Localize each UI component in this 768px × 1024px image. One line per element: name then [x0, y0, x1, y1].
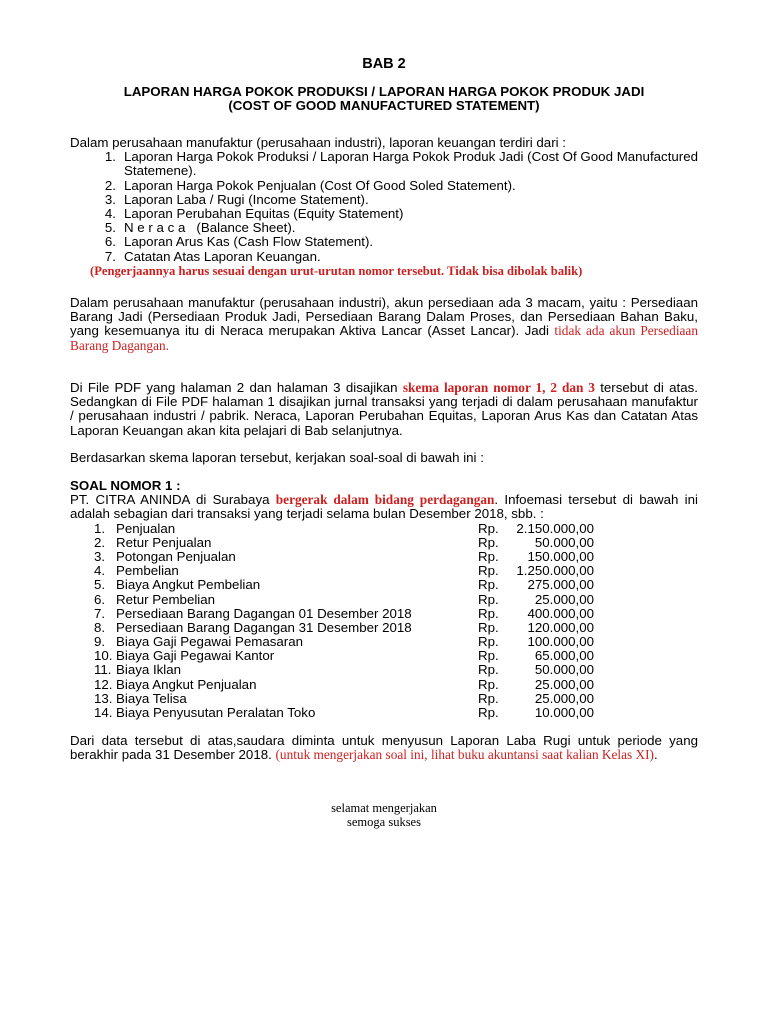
row-label: Persediaan Barang Dagangan 01 Desember 2018 — [116, 605, 412, 621]
row-number: 5. — [94, 577, 106, 593]
row-label: Biaya Gaji Pegawai Kantor — [116, 648, 275, 664]
report-list-item — [70, 235, 698, 249]
list-text: Laporan Harga Pokok Penjualan (Cost Of Good Soled Statement). — [124, 177, 516, 193]
order-note: (Pengerjaannya harus sesuai dengan urut-urutan nomor tersebut. Tidak bisa dibolak balik) — [90, 263, 583, 278]
soal-closing-text: Dari data tersebut di atas,saudara diminta untuk menyusun Laporan Laba Rugi untuk periode yang berakhir pada 31 Desember 2018. — [70, 733, 698, 763]
transaction-row — [70, 564, 698, 578]
soal-section — [70, 479, 698, 763]
transaction-row — [70, 635, 698, 649]
row-currency: Rp. — [478, 619, 499, 635]
inventory-text: Dalam perusahaan manufaktur (perusahaan industri), akun persediaan ada 3 macam, yaitu : Persediaan Barang Jadi (Persediaan Produk Jadi, Persediaan Barang Dalam Proses, dan Persediaan Bahan Baku, yang kesemuanya itu di Neraca merupakan Aktiva Lancar (Asset Lancar). Jadi — [70, 295, 698, 339]
transaction-row — [70, 678, 698, 692]
row-currency: Rp. — [478, 676, 499, 692]
soal-lead — [70, 493, 698, 521]
transaction-row — [70, 578, 698, 592]
row-label: Biaya Penyusutan Peralatan Toko — [116, 705, 316, 721]
list-text: Laporan Laba / Rugi (Income Statement). — [124, 191, 369, 207]
row-amount: 50.000,00 — [534, 662, 594, 678]
list-text: Laporan Arus Kas (Cash Flow Statement). — [124, 234, 374, 250]
report-list — [70, 149, 702, 264]
row-amount: 1.250.000,00 — [516, 563, 594, 579]
document-title — [70, 85, 698, 113]
row-currency: Rp. — [478, 690, 499, 706]
row-number: 8. — [94, 619, 106, 635]
instruction-paragraph: Berdasarkan skema laporan tersebut, kerjakan soal-soal di bawah ini : — [70, 450, 484, 465]
row-currency: Rp. — [478, 548, 499, 564]
row-number: 13. — [94, 690, 113, 706]
row-label: Persediaan Barang Dagangan 31 Desember 2018 — [116, 619, 412, 635]
row-currency: Rp. — [478, 634, 499, 650]
report-list-item — [70, 221, 698, 235]
row-number: 10. — [94, 648, 113, 664]
soal-lead-highlight: bergerak dalam bidang perdagangan — [275, 492, 495, 508]
soal-closing-note: (untuk mengerjakan soal ini, lihat buku akuntansi saat kalian Kelas XI) — [275, 747, 654, 763]
inventory-paragraph — [70, 296, 698, 353]
row-currency: Rp. — [478, 648, 499, 664]
schema-text-after: tersebut di atas. Sedangkan di File PDF halaman 1 disajikan jurnal transaksi yang terjadi di dalam perusahaan manufaktur / perusahaan industri / pabrik. Neraca, Laporan Perubahan Equitas, Laporan Arus Kas dan Catatan Atas Laporan Keuangan akan kita pelajari di Bab selanjutnya. — [70, 380, 698, 438]
transaction-row — [70, 593, 698, 607]
chapter-heading: BAB 2 — [362, 56, 406, 72]
soal-closing-after: . — [654, 747, 658, 763]
row-number: 14. — [94, 705, 113, 721]
row-amount: 275.000,00 — [527, 577, 594, 593]
row-number: 11. — [94, 662, 112, 678]
report-list-item — [70, 250, 698, 264]
row-currency: Rp. — [478, 605, 499, 621]
row-label: Retur Pembelian — [116, 591, 216, 607]
transaction-row — [70, 536, 698, 550]
transaction-row — [70, 607, 698, 621]
list-number: 4. — [104, 206, 116, 222]
closing-message — [70, 801, 698, 829]
title-line-2: (COST OF GOOD MANUFACTURED STATEMENT) — [228, 98, 540, 114]
row-number: 7. — [94, 605, 106, 621]
row-amount: 400.000,00 — [527, 605, 594, 621]
transaction-row — [70, 706, 698, 720]
row-label: Penjualan — [116, 520, 176, 536]
row-label: Biaya Angkut Penjualan — [116, 676, 257, 692]
title-line-1: LAPORAN HARGA POKOK PRODUKSI / LAPORAN HARGA POKOK PRODUK JADI — [123, 84, 645, 99]
schema-paragraph — [70, 381, 698, 438]
row-amount: 150.000,00 — [527, 548, 594, 564]
intro-section — [70, 135, 702, 278]
row-label: Biaya Gaji Pegawai Pemasaran — [116, 634, 303, 650]
closing-line-1: selamat mengerjakan — [331, 801, 437, 815]
row-number: 3. — [94, 548, 106, 564]
row-number: 9. — [94, 634, 106, 650]
report-list-item — [70, 149, 702, 179]
row-amount: 100.000,00 — [527, 634, 594, 650]
row-currency: Rp. — [478, 520, 499, 536]
soal-lead-text: PT. CITRA ANINDA di Surabaya — [70, 492, 276, 508]
row-label: Biaya Iklan — [116, 662, 182, 678]
list-number: 6. — [104, 234, 116, 250]
row-currency: Rp. — [478, 534, 499, 550]
report-list-item — [70, 207, 698, 221]
inventory-note: tidak ada akun Persediaan Barang Dagangan. — [70, 323, 698, 353]
transaction-table — [70, 522, 698, 721]
row-amount: 50.000,00 — [534, 534, 594, 550]
report-list-item — [70, 179, 698, 193]
row-currency: Rp. — [478, 591, 499, 607]
row-label: Pembelian — [116, 563, 179, 579]
closing-line-2: semoga sukses — [347, 815, 421, 829]
row-label: Biaya Angkut Pembelian — [116, 577, 261, 593]
soal-lead-after: . Infoemasi tersebut di bawah ini adalah sebagian dari transaksi yang terjadi selama bulan Desember 2018, sbb. : — [70, 492, 698, 522]
row-amount: 10.000,00 — [534, 705, 594, 721]
list-number: 5. — [104, 220, 116, 236]
transaction-row — [70, 621, 698, 635]
row-number: 6. — [94, 591, 106, 607]
row-currency: Rp. — [478, 577, 499, 593]
list-text: Laporan Harga Pokok Produksi / Laporan Harga Pokok Produk Jadi (Cost Of Good Manufactured Statemene). — [124, 149, 702, 179]
schema-highlight: skema laporan nomor 1, 2 dan 3 — [402, 380, 595, 395]
row-number: 12. — [94, 676, 113, 692]
soal-closing — [70, 734, 698, 762]
row-amount: 25.000,00 — [534, 591, 594, 607]
list-number: 1. — [104, 149, 116, 165]
report-list-item — [70, 193, 698, 207]
row-label: Retur Penjualan — [116, 534, 212, 550]
schema-text-before: Di File PDF yang halaman 2 dan halaman 3 disajikan — [70, 380, 403, 395]
intro-lead: Dalam perusahaan manufaktur (perusahaan industri), laporan keuangan terdiri dari : — [70, 135, 566, 150]
row-amount: 120.000,00 — [527, 619, 594, 635]
row-amount: 2.150.000,00 — [516, 520, 594, 536]
list-number: 2. — [104, 177, 116, 193]
row-currency: Rp. — [478, 563, 499, 579]
list-number: 7. — [104, 248, 116, 264]
list-number: 3. — [104, 191, 116, 207]
transaction-row — [70, 692, 698, 706]
row-number: 1. — [94, 520, 106, 536]
row-amount: 25.000,00 — [534, 676, 594, 692]
row-number: 2. — [94, 534, 106, 550]
transaction-row — [70, 550, 698, 564]
row-currency: Rp. — [478, 662, 499, 678]
row-label: Biaya Telisa — [116, 690, 187, 706]
list-text: N e r a c a (Balance Sheet). — [124, 220, 296, 236]
transaction-row — [70, 522, 698, 536]
list-text: Catatan Atas Laporan Keuangan. — [124, 248, 321, 264]
transaction-row — [70, 663, 698, 677]
row-amount: 25.000,00 — [534, 690, 594, 706]
list-text: Laporan Perubahan Equitas (Equity Statement) — [124, 206, 404, 222]
soal-heading: SOAL NOMOR 1 : — [70, 478, 181, 493]
row-number: 4. — [94, 563, 106, 579]
row-currency: Rp. — [478, 705, 499, 721]
row-label: Potongan Penjualan — [116, 548, 236, 564]
transaction-row — [70, 649, 698, 663]
row-amount: 65.000,00 — [534, 648, 594, 664]
